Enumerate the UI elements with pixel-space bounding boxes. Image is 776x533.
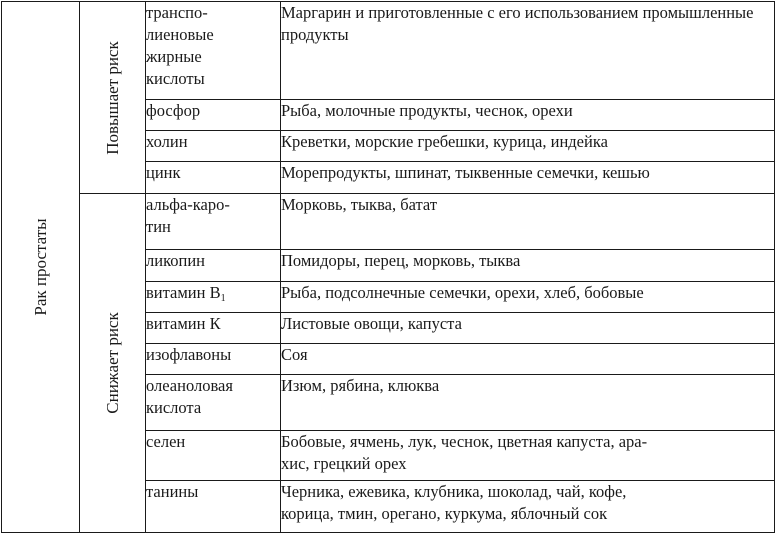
nutrient-cell: цинк bbox=[146, 162, 281, 194]
group-cell-decreases bbox=[80, 194, 146, 533]
nutrient-cell: селен bbox=[146, 431, 281, 481]
nutrient-cell: холин bbox=[146, 131, 281, 162]
cancer-type-cell bbox=[2, 2, 80, 533]
table-row bbox=[2, 194, 775, 250]
group-cell-increases bbox=[80, 2, 146, 194]
nutrient-line: тин bbox=[146, 217, 171, 236]
sources-cell bbox=[281, 481, 775, 533]
sources-line: Черника, ежевика, клубника, шоколад, чай, кофе, bbox=[281, 482, 627, 501]
nutrient-cell: танины bbox=[146, 481, 281, 533]
nutrient-line: кислоты bbox=[146, 69, 205, 88]
nutrient-line: транспо- bbox=[146, 3, 208, 22]
nutrient-subscript: 1 bbox=[220, 293, 226, 304]
nutrient-cell bbox=[146, 2, 281, 100]
nutrient-line: кислота bbox=[146, 398, 202, 417]
sources-cell: Листовые овощи, капуста bbox=[281, 313, 775, 344]
sources-cell: Изюм, рябина, клюква bbox=[281, 375, 775, 431]
sources-cell: Морковь, тыква, батат bbox=[281, 194, 775, 250]
sources-cell: Соя bbox=[281, 344, 775, 375]
nutrient-cell: ликопин bbox=[146, 250, 281, 282]
sources-cell: Маргарин и приготовленные с его использованием промышленные продукты bbox=[281, 2, 775, 100]
cancer-type-label: Рак простаты bbox=[30, 218, 50, 316]
nutrient-line: альфа-каро- bbox=[146, 195, 230, 214]
nutrient-text: витамин B bbox=[146, 283, 221, 302]
nutrient-line: лиеновые bbox=[146, 25, 214, 44]
sources-line: корица, тмин, орегано, куркума, яблочный сок bbox=[281, 504, 608, 523]
sources-cell: Морепродукты, шпинат, тыквенные семечки, кешью bbox=[281, 162, 775, 194]
group-label-increases: Повышает риск bbox=[102, 40, 122, 155]
nutrient-cell bbox=[146, 282, 281, 313]
sources-cell: Креветки, морские гребешки, курица, индейка bbox=[281, 131, 775, 162]
group-label-decreases: Снижает риск bbox=[102, 312, 122, 414]
nutrient-cell bbox=[146, 375, 281, 431]
nutrient-cell: изофлавоны bbox=[146, 344, 281, 375]
nutrient-line: олеаноловая bbox=[146, 376, 233, 395]
nutrient-cell: витамин К bbox=[146, 313, 281, 344]
sources-cell: Рыба, молочные продукты, чеснок, орехи bbox=[281, 100, 775, 131]
nutrient-line: жирные bbox=[146, 47, 202, 66]
table-row bbox=[2, 2, 775, 100]
sources-line: хис, грецкий орех bbox=[281, 454, 407, 473]
sources-cell: Помидоры, перец, морковь, тыква bbox=[281, 250, 775, 282]
sources-cell: Рыба, подсолнечные семечки, орехи, хлеб, бобовые bbox=[281, 282, 775, 313]
nutrient-cell: фосфор bbox=[146, 100, 281, 131]
nutrient-risk-table bbox=[1, 1, 775, 533]
sources-cell bbox=[281, 431, 775, 481]
nutrient-cell bbox=[146, 194, 281, 250]
sources-line: Бобовые, ячмень, лук, чеснок, цветная капуста, ара- bbox=[281, 432, 648, 451]
